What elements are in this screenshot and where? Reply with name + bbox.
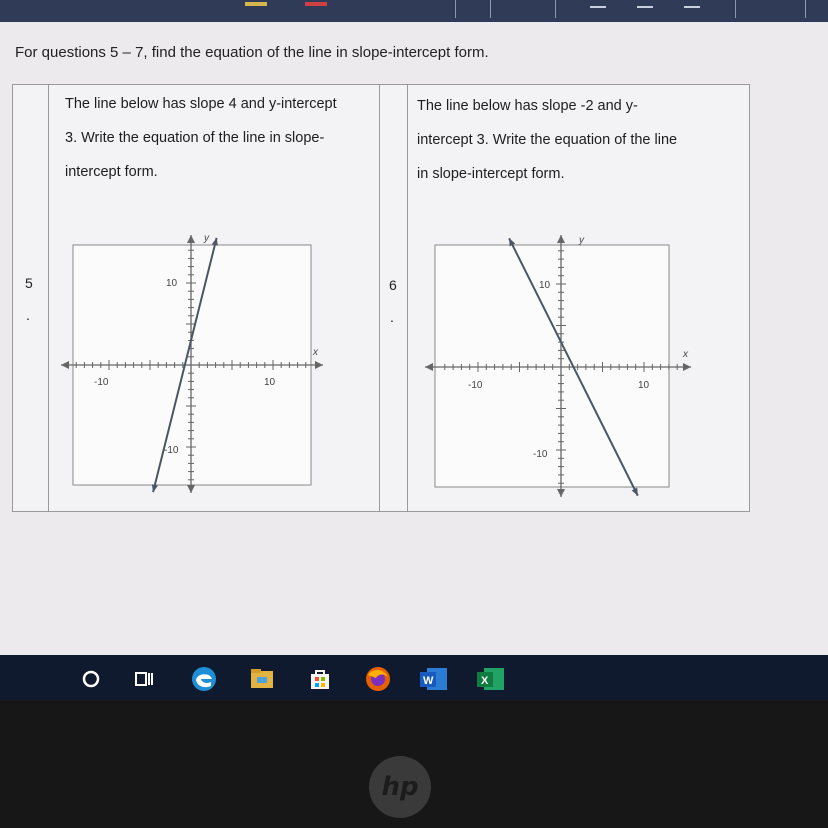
toolbar-button[interactable] [590, 6, 606, 8]
questions-table [12, 84, 750, 512]
excel-icon-letter: X [481, 675, 489, 687]
file-explorer-icon[interactable] [246, 663, 278, 695]
question-number-cell [13, 85, 49, 511]
question-text-5 [65, 87, 337, 189]
question-text-6 [417, 89, 677, 191]
toolbar-separator [555, 0, 556, 18]
word-icon-letter: W [423, 675, 434, 687]
toolbar-button[interactable] [637, 6, 653, 8]
x-axis-arrow-left [425, 363, 433, 371]
toolbar-separator [455, 0, 456, 18]
toolbar-highlight-red [305, 2, 327, 6]
question-number-cell [379, 85, 408, 511]
question-text-line: 3. Write the equation of the line in slope- [65, 130, 325, 146]
cortana-icon[interactable] [75, 663, 107, 695]
graph-question-6 [425, 225, 697, 507]
question-number: 6 [389, 277, 397, 293]
y-axis-arrow-down [557, 489, 565, 497]
toolbar-button[interactable] [684, 6, 700, 8]
question-text-line: The line below has slope 4 and y-intercept [65, 96, 337, 112]
y-axis-arrow-down [187, 485, 195, 493]
question-text-line: The line below has slope -2 and y- [417, 98, 638, 114]
x-axis-arrow-right [683, 363, 691, 371]
task-view-icon[interactable] [128, 663, 160, 695]
toolbar-separator [735, 0, 736, 18]
x-axis-arrow-left [61, 361, 69, 369]
toolbar-separator [490, 0, 491, 18]
toolbar-separator [805, 0, 806, 18]
y-axis-arrow-up [187, 235, 195, 243]
question-marker: . [26, 307, 30, 323]
graph-question-5 [61, 225, 331, 505]
y-axis-label: y [579, 235, 584, 246]
y-tick-label-pos: 10 [539, 280, 551, 291]
x-axis-label: x [313, 347, 318, 358]
question-text-line: intercept form. [65, 164, 158, 180]
top-toolbar [0, 0, 828, 22]
edge-icon[interactable] [188, 663, 220, 695]
y-tick-label-pos: 10 [166, 278, 178, 289]
question-text-line: in slope-intercept form. [417, 166, 565, 182]
taskbar [0, 655, 828, 700]
toolbar-highlight-yellow [245, 2, 267, 6]
store-icon[interactable] [304, 663, 336, 695]
excel-icon[interactable] [475, 663, 507, 695]
question-marker: . [390, 309, 394, 325]
x-tick-label-pos: 10 [638, 380, 650, 391]
question-text-line: intercept 3. Write the equation of the line [417, 132, 678, 148]
y-tick-label-neg: -10 [164, 445, 179, 456]
instructions-heading: For questions 5 – 7, find the equation of the line in slope-intercept form. [15, 44, 489, 61]
x-tick-label-neg: -10 [468, 380, 483, 391]
x-tick-label-neg: -10 [94, 377, 109, 388]
y-tick-label-neg: -10 [533, 449, 548, 460]
word-icon[interactable] [418, 663, 450, 695]
x-tick-label-pos: 10 [264, 377, 276, 388]
hp-logo: hp [369, 756, 431, 818]
x-axis-arrow-right [315, 361, 323, 369]
y-axis-label: y [204, 233, 209, 244]
x-axis-label: x [683, 349, 688, 360]
firefox-icon[interactable] [362, 663, 394, 695]
y-axis-arrow-up [557, 235, 565, 243]
question-number: 5 [25, 275, 33, 291]
